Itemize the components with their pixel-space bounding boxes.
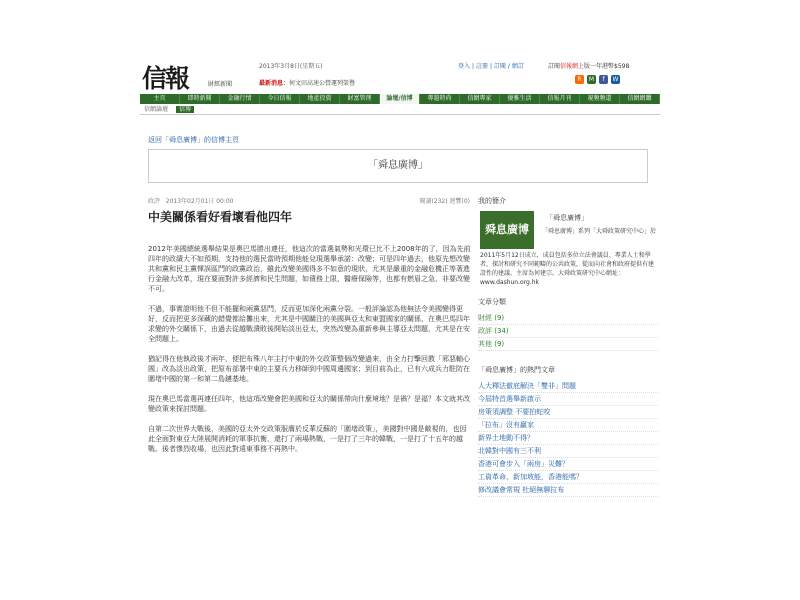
article-title: 中美關係看好看壞看他四年 (148, 210, 293, 224)
header-date: 2013年3月8日(星期五) (259, 63, 323, 70)
sidebar (478, 196, 658, 497)
article-paragraph: 不過，事實證明他不但不能擺和兩黨惡鬥，反而更加深化兩黨分裂。一般評論認為他無法令美國變得更好，反而把更多深藏的錯覺都給攤出來，尤其是中國關注的美國與亞太和東盟國家的關係，在奧巴馬四年求變的外交關係下，由過去從越戰潰敗後開始淡出亞太，突然改變為重新參與主導亞太問題，尤其是在安全問題上。 (148, 305, 470, 343)
category-link[interactable]: 其他 (9) (478, 338, 658, 351)
register-link[interactable]: 註冊 (475, 63, 488, 70)
article-meta (148, 196, 470, 205)
logo-subtitle: 財經新聞 (208, 81, 233, 88)
article-paragraph: 現在奧巴馬當選再連任四年，他這項改變會把美國和亞太的關係帶向什麼境地？是禍？是福？本文就其改變政策來探討問題。 (148, 395, 470, 413)
profile-avatar[interactable]: 舜息廣博 (480, 211, 534, 249)
article-body (148, 244, 472, 464)
back-to-blog-link[interactable]: 返回「舜息廣博」的信博主頁 (148, 136, 239, 144)
categories-section (478, 297, 658, 351)
categories-heading: 文章分類 (478, 298, 506, 306)
nav-item[interactable]: 優雅生活 (500, 94, 540, 104)
main-nav (140, 94, 660, 104)
login-link[interactable]: 登入 (458, 63, 471, 70)
blog-banner-title: 「舜息廣博」 (148, 149, 648, 183)
article-stats: 閱讀(232) 迴響(0) (419, 198, 470, 205)
subscribe-link[interactable]: 訂閱 (493, 63, 506, 70)
hot-article-link[interactable]: 房策須調整 不要拍蛇咬 (478, 406, 658, 419)
nav-item[interactable]: 信報月刊 (540, 94, 580, 104)
site-header (138, 57, 662, 92)
breaking-news-label: 最新消息： (259, 80, 290, 87)
profile-name[interactable]: 「舜息廣博」 (546, 214, 588, 222)
facebook-icon[interactable]: f (599, 75, 608, 84)
profile-description-1: 「舜息廣博」系列「大舜政策研究中心」於 (542, 228, 657, 235)
hot-articles-section (478, 365, 658, 497)
nav-item[interactable]: 地產投資 (300, 94, 340, 104)
rss-icon[interactable]: R (575, 75, 584, 84)
nav-item[interactable]: 主頁 (140, 94, 180, 104)
hot-article-link[interactable]: 今屆特首選舉新啟示 (478, 393, 658, 406)
nav-item[interactable]: 金融行情 (220, 94, 260, 104)
hot-article-link[interactable]: 新界土地動不得？ (478, 432, 658, 445)
social-icons (575, 75, 620, 84)
hot-article-link[interactable]: 工資革命，新加坡能，香港能嗎？ (478, 471, 658, 484)
category-link[interactable]: 政評 (34) (478, 325, 658, 338)
promo-highlight: 信報網上 (560, 63, 585, 70)
promo-prefix: 訂閱 (548, 63, 561, 70)
hot-article-link[interactable]: 北韓對中國有三不利 (478, 445, 658, 458)
subnav-blog[interactable]: 信博 (176, 106, 194, 113)
online-order-link[interactable]: 網訂 (511, 63, 524, 70)
sub-nav (140, 105, 660, 115)
article-paragraph: 2012年美國總統選舉結果是奧巴馬勝出連任，他這次的當選氣勢和光環已比不上2008年的了，因為先前四年的政績大不如預期，支持他的選民當時預期他能兌現選舉承諾：改變；可是四年過去，他原先想改變共和黨和民主黨惲誤區鬥的政黨政治，雖此改變美國得多不如意的現狀，尤其是嚴重的金融危機正等著進行金融大改革，現在要面對許多經濟和民生問題，如債務上限、醫療保險等，也都有燃眉之急，非要改變不可。 (148, 245, 471, 293)
nav-item[interactable]: 視頻頻道 (580, 94, 620, 104)
nav-item[interactable]: 即時新聞 (180, 94, 220, 104)
site-logo[interactable]: 信報 (142, 64, 189, 93)
nav-item[interactable]: 專題時尚 (420, 94, 460, 104)
top-links: 登入 | 註冊 | 訂閱 / 網訂 (458, 63, 524, 70)
profile-box (478, 211, 658, 289)
nav-item[interactable]: 今日信報 (260, 94, 300, 104)
nav-item[interactable]: 財富管理 (340, 94, 380, 104)
category-link[interactable]: 財經 (9) (478, 312, 658, 325)
nav-item[interactable]: 信網專家 (460, 94, 500, 104)
breaking-news-text[interactable]: 何文田高速公營運列榮譽 (289, 80, 356, 87)
profile-heading: 我的簡介 (478, 197, 506, 205)
promo-suffix: 版一年港幣$598 (584, 63, 630, 70)
hot-article-link[interactable]: 人大釋法徹底解決「雙非」問題 (478, 380, 658, 393)
breaking-news[interactable] (259, 78, 355, 87)
hot-article-link[interactable]: 香港可會步入「兩房」災難？ (478, 458, 658, 471)
subnav-forum[interactable]: 信網論壇 (144, 106, 169, 113)
mobile-icon[interactable]: M (588, 76, 595, 83)
subscription-promo[interactable] (548, 61, 629, 70)
hot-articles-heading: 「舜息廣博」的熱門文章 (478, 366, 555, 374)
article-paragraph: 猶記得在他執政後才兩年，便把布殊八年主打中東的外交政策整個改變過來，由全力打擊回教「邪惡軸心國」改為淡出政策，把原布部署中東的主要兵力移師到中國周邊國家；到目前為止，已有六成兵力駐防在圍堵中國的第一和第二島鏈基地。 (148, 355, 470, 383)
article-category[interactable]: 政評 (148, 198, 161, 205)
nav-item[interactable]: 信網網購 (620, 94, 660, 104)
article-datetime: 2013年02月01日 00:00 (165, 198, 234, 205)
weibo-icon[interactable]: W (612, 76, 619, 83)
hot-article-link[interactable]: 修改議會常規 杜絕無聊拉布 (478, 484, 658, 497)
hot-article-link[interactable]: 「拉布」沒有贏家 (478, 419, 658, 432)
article-paragraph: 自第二次世界大戰後，美國的亞太外交政策服膺於反華反蘇的「圍堵政策」，美國對中國是敵視的，也因此全面對東亞大陸展開消耗的軍事抗衡，還打了兩場熱戰，一是打了三年的韓戰，一是打了十五年的越戰。後者慘烈收場，也因此對遠東事務不再熱中。 (148, 425, 467, 453)
browser-page (138, 57, 662, 543)
nav-item[interactable]: 論壇/信博 (380, 94, 420, 104)
profile-description-2: 2011年5月12日成立，成員包括多位立法會議員、專業人士和學者，探討和研究不同範疇的公共政策，從而向社會和政府提供有建設性的建議。主席為何建宗。大舜政策研究中心網址：www.dashun.org.hk (480, 252, 655, 286)
